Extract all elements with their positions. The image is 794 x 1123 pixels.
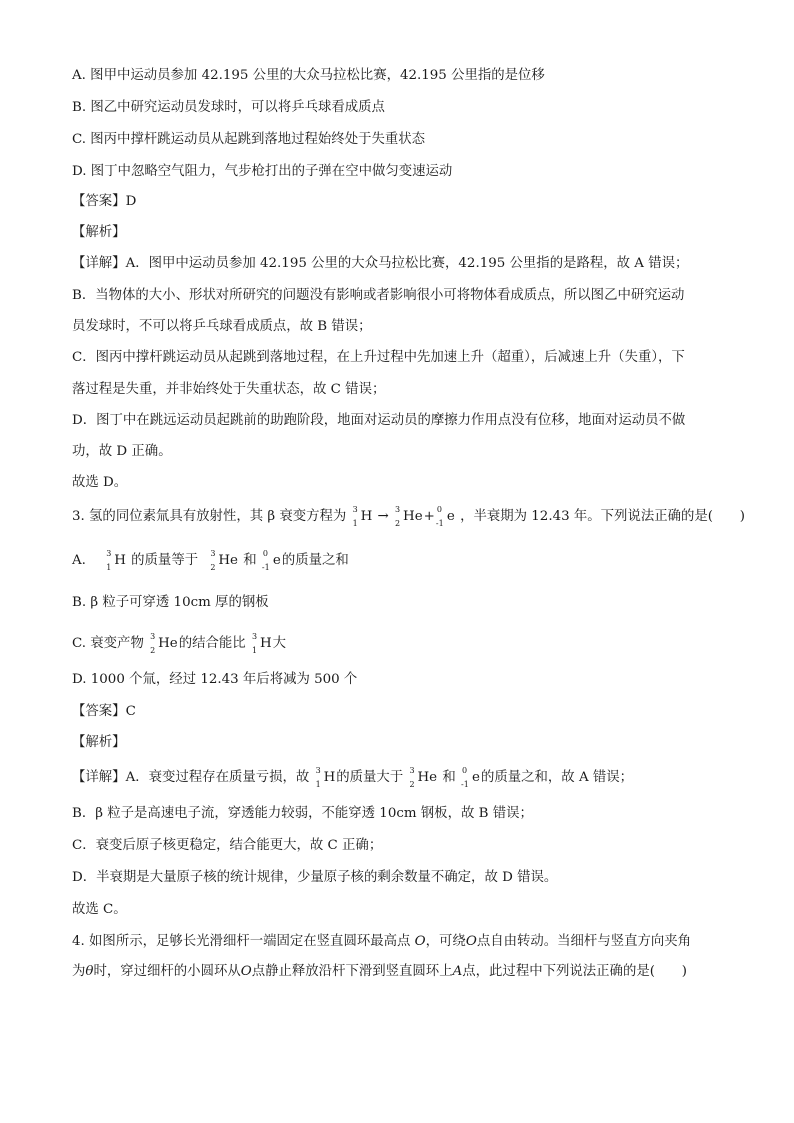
q2-detail-c1: C．图丙中撑杆跳运动员从起跳到落地过程，在上升过程中先加速上升（超重），后减速上升（失重），下	[72, 350, 685, 365]
q3-answer	[72, 702, 136, 722]
answer-label: 【答案】	[72, 194, 126, 209]
q2-detail-b1: B．当物体的大小、形状对所研究的问题没有影响或者影响很小可将物体看成质点，所以图乙中研究运动	[72, 288, 685, 303]
nuclide-he3: 3 2 He	[395, 505, 423, 528]
q2-detail-a	[72, 254, 688, 274]
electron: 0 -1 e	[435, 505, 455, 528]
q3-analysis-label: 【解析】	[72, 735, 126, 750]
answer-label: 【答案】	[72, 704, 126, 719]
q3-option-a: A. 3 1 H 的质量等于 3 2 He 和 0 -1 e的质量之和	[72, 549, 349, 572]
q3-stem: 3. 氢的同位素氚具有放射性，其 β 衰变方程为 3 1 H → 3 2 He+ 0 -1 e ，半衰期为 12.43 年。下列说法正确的是( )	[72, 505, 746, 528]
q2-answer	[72, 192, 136, 212]
q4-stem-line2: 为θ时，穿过细杆的小圆环从O点静止释放沿杆下滑到竖直圆环上A点，此过程中下列说法正确的是( )	[72, 964, 687, 979]
q3-detail-c: C．衰变后原子核更稳定，结合能更大，故 C 正确；	[72, 838, 383, 853]
q2-detail-d2: 功，故 D 正确。	[72, 444, 172, 459]
answer-value: C	[125, 704, 136, 719]
q3-detail-a: 【详解】A．衰变过程存在质量亏损，故 3 1 H的质量大于 3 2 He 和 0 -1 e的质量之和，故 A 错误；	[72, 766, 634, 789]
q3-option-c: C. 衰变产物 3 2 He的结合能比 3 1 H大	[72, 632, 287, 655]
q3-detail-b: B．β 粒子是高速电子流，穿透能力较弱，不能穿透 10cm 钢板，故 B 错误；	[72, 806, 533, 821]
q2-conclusion: 故选 D。	[72, 475, 128, 490]
q2-detail-b2: 员发球时，不可以将乒乓球看成质点，故 B 错误；	[72, 319, 372, 334]
q3-option-d: D. 1000 个氚，经过 12.43 年后将减为 500 个	[72, 672, 358, 687]
nuclide-h3: 3 1 H	[352, 505, 373, 528]
q2-option-a: A. 图甲中运动员参加 42.195 公里的大众马拉松比赛，42.195 公里指的是位移	[72, 68, 545, 83]
q3-conclusion: 故选 C。	[72, 902, 127, 917]
detail-a-text: A．图甲中运动员参加 42.195 公里的大众马拉松比赛，42.195 公里指的是路程，故 A 错误；	[125, 256, 689, 271]
detail-label: 【详解】	[72, 256, 126, 271]
q3-stem-pre: 3. 氢的同位素氚具有放射性，其 β 衰变方程为	[72, 509, 351, 524]
q2-analysis-label: 【解析】	[72, 225, 126, 240]
q2-option-c: C. 图丙中撑杆跳运动员从起跳到落地过程始终处于失重状态	[72, 132, 426, 147]
answer-value: D	[125, 194, 137, 209]
q4-stem-line1: 4. 如图所示，足够长光滑细杆一端固定在竖直圆环最高点 O，可绕O点自由转动。当细杆与竖直方向夹角	[72, 934, 692, 949]
q2-detail-d1: D．图丁中在跳远运动员起跳前的助跑阶段，地面对运动员的摩擦力作用点没有位移，地面对运动员不做	[72, 413, 686, 428]
q3-option-b: B. β 粒子可穿透 10cm 厚的钢板	[72, 595, 269, 610]
arrow: →	[377, 509, 389, 524]
q3-stem-post: ，半衰期为 12.43 年。下列说法正确的是( )	[460, 509, 746, 524]
q2-option-d: D. 图丁中忽略空气阻力，气步枪打出的子弹在空中做匀变速运动	[72, 164, 453, 179]
q3-detail-d: D．半衰期是大量原子核的统计规律，少量原子核的剩余数量不确定，故 D 错误。	[72, 870, 558, 885]
q2-detail-c2: 落过程是失重，并非始终处于失重状态，故 C 错误；	[72, 382, 386, 397]
q2-option-b: B. 图乙中研究运动员发球时，可以将乒乓球看成质点	[72, 100, 385, 115]
